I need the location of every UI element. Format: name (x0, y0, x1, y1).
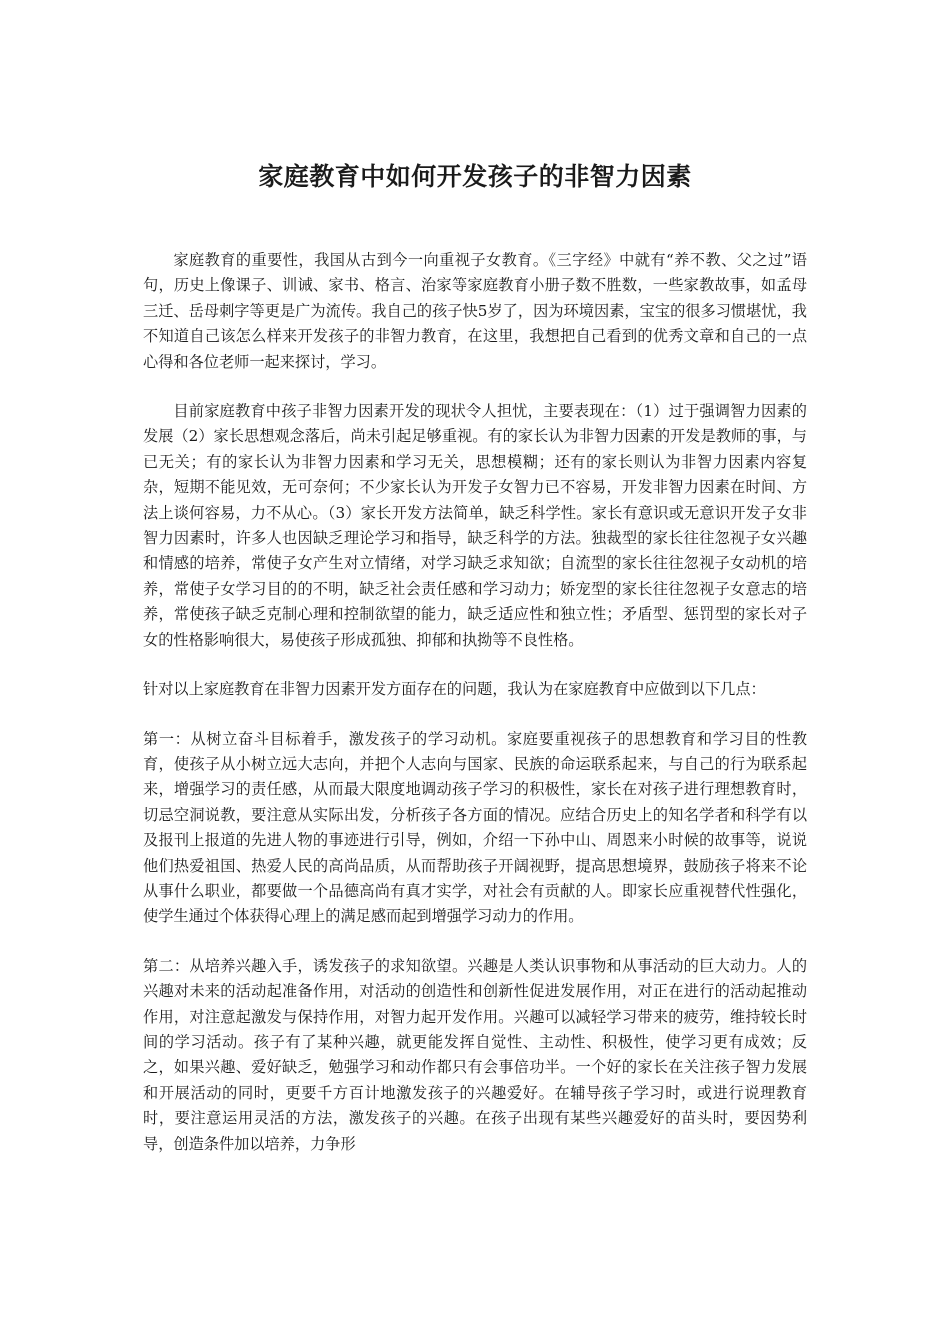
paragraph-current-situation: 目前家庭教育中孩子非智力因素开发的现状令人担忧，主要表现在：（1）过于强调智力因素的发展（2）家长思想观念落后，尚未引起足够重视。有的家长认为非智力因素的开发是教师的事，与已无关；有的家长认为非智力因素和学习无关，思想模糊；还有的家长则认为非智力因素内容复杂，短期不能见效，无可奈何；不少家长认为开发子女智力已不容易，开发非智力因素在时间、方法上谈何容易，力不从心。（3）家长开发方法简单，缺乏科学性。家长有意识或无意识开发子女非智力因素时，许多人也因缺乏理论学习和指导，缺乏科学的方法。独裁型的家长往往忽视子女兴趣和情感的培养，常使子女产生对立情绪，对学习缺乏求知欲；自流型的家长往往忽视子女动机的培养，常使子女学习目的的不明，缺乏社会责任感和学习动力；娇宠型的家长往往忽视子女意志的培养，常使孩子缺乏克制心理和控制欲望的能力，缺乏适应性和独立性；矛盾型、惩罚型的家长对子女的性格影响很大，易使孩子形成孤独、抑郁和执拗等不良性格。 (143, 402, 807, 649)
paragraph-transition: 针对以上家庭教育在非智力因素开发方面存在的问题，我认为在家庭教育中应做到以下几点： (143, 680, 766, 699)
document-title: 家庭教育中如何开发孩子的非智力因素 (258, 162, 692, 191)
paragraph-point-two: 第二：从培养兴趣入手，诱发孩子的求知欲望。兴趣是人类认识事物和从事活动的巨大动力。人的兴趣对未来的活动起准备作用，对活动的创造性和创新性促进发展作用，对正在进行的活动起推动作用，对注意起激发与保持作用，对智力起开发作用。兴趣可以减轻学习带来的疲劳，维持较长时间的学习活动。孩子有了某种兴趣，就更能发挥自觉性、主动性、积极性，使学习更有成效；反之，如果兴趣、爱好缺乏，勉强学习和动作都只有会事倍功半。一个好的家长在关注孩子智力发展和开展活动的同时，更要千方百计地激发孩子的兴趣爱好。在辅导孩子学习时，或进行说理教育时，要注意运用灵活的方法，激发孩子的兴趣。在孩子出现有某些兴趣爱好的苗头时，要因势利导，创造条件加以培养，力争形 (143, 956, 807, 1153)
paragraph-intro: 家庭教育的重要性，我国从古到今一向重视子女教育。《三字经》中就有“养不教、父之过”语句，历史上像课子、训诫、家书、格言、治家等家庭教育小册子数不胜数，一些家教故事，如孟母三迁、岳母刺字等更是广为流传。我自己的孩子快5岁了，因为环境因素，宝宝的很多习惯堪忧，我不知道自己该怎么样来开发孩子的非智力教育，在这里，我想把自己看到的优秀文章和自己的一点心得和各位老师一起来探讨，学习。 (143, 251, 807, 371)
paragraph-point-one: 第一：从树立奋斗目标着手，激发孩子的学习动机。家庭要重视孩子的思想教育和学习目的性教育，使孩子从小树立远大志向，并把个人志向与国家、民族的命运联系起来，与自己的行为联系起来，增强学习的责任感，从而最大限度地调动孩子学习的积极性，家长在对孩子进行理想教育时，切忌空洞说教，要注意从实际出发，分析孩子各方面的情况。应结合历史上的知名学者和科学有以及报刊上报道的先进人物的事迹进行引导，例如，介绍一下孙中山、周恩来小时候的故事等，说说他们热爱祖国、热爱人民的高尚品质，从而帮助孩子开阔视野，提高思想境界，鼓励孩子将来不论从事什么职业，都要做一个品德高尚有真才实学，对社会有贡献的人。即家长应重视替代性强化，使学生通过个体获得心理上的满足感而起到增强学习动力的作用。 (143, 729, 807, 926)
document-body (143, 248, 807, 1181)
